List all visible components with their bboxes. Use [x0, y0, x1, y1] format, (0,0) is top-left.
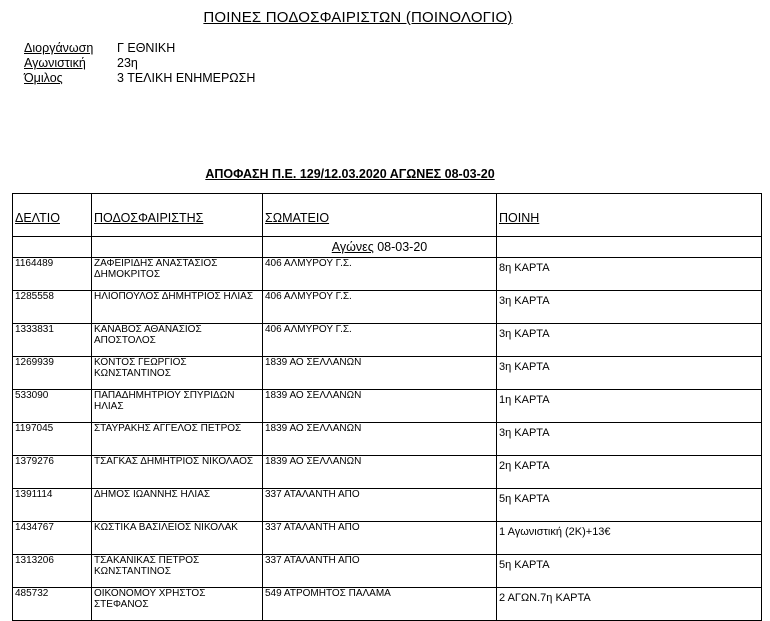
cell-club: 1839 ΑΟ ΣΕΛΛΑΝΩΝ — [263, 456, 497, 489]
cell-deltio: 1164489 — [13, 258, 92, 291]
cell-deltio: 1269939 — [13, 357, 92, 390]
cell-club: 1839 ΑΟ ΣΕΛΛΑΝΩΝ — [263, 357, 497, 390]
cell-club: 1839 ΑΟ ΣΕΛΛΑΝΩΝ — [263, 390, 497, 423]
group-label-text: Αγώνες — [331, 240, 374, 254]
penalties-table — [12, 193, 762, 621]
cell-player: ΤΣΑΚΑΝΙΚΑΣ ΠΕΤΡΟΣ ΚΩΝΣΤΑΝΤΙΝΟΣ — [92, 555, 263, 588]
group-empty-cell — [13, 237, 92, 258]
table-row — [13, 456, 762, 489]
group-date: 08-03-20 — [377, 240, 428, 254]
cell-penalty: 1 Αγωνιστική (2Κ)+13€ — [497, 522, 762, 555]
group-row — [13, 237, 762, 258]
header-player: ΠΟΔΟΣΦΑΙΡΙΣΤΗΣ — [92, 194, 263, 237]
table-header-row — [13, 194, 762, 237]
cell-club: 337 ΑΤΑΛΑΝΤΗ ΑΠΟ — [263, 522, 497, 555]
cell-penalty: 2 ΑΓΩΝ.7η ΚΑΡΤΑ — [497, 588, 762, 621]
cell-deltio: 1285558 — [13, 291, 92, 324]
cell-club: 406 ΑΛΜΥΡΟΥ Γ.Σ. — [263, 324, 497, 357]
table-row — [13, 588, 762, 621]
cell-club: 1839 ΑΟ ΣΕΛΛΑΝΩΝ — [263, 423, 497, 456]
table-row — [13, 291, 762, 324]
meta-label: Αγωνιστική — [24, 56, 86, 70]
cell-deltio: 485732 — [13, 588, 92, 621]
cell-player: ΠΑΠΑΔΗΜΗΤΡΙΟΥ ΣΠΥΡΙΔΩΝ ΗΛΙΑΣ — [92, 390, 263, 423]
cell-club: 406 ΑΛΜΥΡΟΥ Γ.Σ. — [263, 258, 497, 291]
cell-player: ΟΙΚΟΝΟΜΟΥ ΧΡΗΣΤΟΣ ΣΤΕΦΑΝΟΣ — [92, 588, 263, 621]
table-row — [13, 258, 762, 291]
cell-penalty: 8η ΚΑΡΤΑ — [497, 258, 762, 291]
table-row — [13, 390, 762, 423]
meta-block — [24, 41, 255, 86]
decision-heading: ΑΠΟΦΑΣΗ Π.Ε. 129/12.03.2020 ΑΓΩΝΕΣ 08-03-20 — [205, 167, 495, 181]
meta-row-group — [24, 71, 255, 86]
cell-penalty: 3η ΚΑΡΤΑ — [497, 324, 762, 357]
table-row — [13, 489, 762, 522]
cell-deltio: 1379276 — [13, 456, 92, 489]
cell-penalty: 5η ΚΑΡΤΑ — [497, 489, 762, 522]
table-row — [13, 423, 762, 456]
meta-value: 3 ΤΕΛΙΚΗ ΕΝΗΜΕΡΩΣΗ — [117, 71, 256, 85]
cell-player: ΤΣΑΓΚΑΣ ΔΗΜΗΤΡΙΟΣ ΝΙΚΟΛΑΟΣ — [92, 456, 263, 489]
cell-player: ΚΩΣΤΙΚΑ ΒΑΣΙΛΕΙΟΣ ΝΙΚΟΛΑΚ — [92, 522, 263, 555]
group-empty-cell — [497, 237, 762, 258]
header-deltio: ΔΕΛΤΙΟ — [13, 194, 92, 237]
header-club: ΣΩΜΑΤΕΙΟ — [263, 194, 497, 237]
table-row — [13, 324, 762, 357]
cell-deltio: 1391114 — [13, 489, 92, 522]
group-label — [263, 237, 497, 258]
cell-player: ΖΑΦΕΙΡΙΔΗΣ ΑΝΑΣΤΑΣΙΟΣ ΔΗΜΟΚΡΙΤΟΣ — [92, 258, 263, 291]
cell-deltio: 1313206 — [13, 555, 92, 588]
cell-club: 337 ΑΤΑΛΑΝΤΗ ΑΠΟ — [263, 555, 497, 588]
cell-penalty: 3η ΚΑΡΤΑ — [497, 357, 762, 390]
meta-value: Γ ΕΘΝΙΚΗ — [117, 41, 176, 55]
meta-value: 23η — [117, 56, 138, 70]
cell-player: ΚΑΝΑΒΟΣ ΑΘΑΝΑΣΙΟΣ ΑΠΟΣΤΟΛΟΣ — [92, 324, 263, 357]
cell-player: ΔΗΜΟΣ ΙΩΑΝΝΗΣ ΗΛΙΑΣ — [92, 489, 263, 522]
table-row — [13, 522, 762, 555]
cell-penalty: 3η ΚΑΡΤΑ — [497, 423, 762, 456]
meta-label: Διοργάνωση — [24, 41, 94, 55]
table-row — [13, 555, 762, 588]
cell-penalty: 1η ΚΑΡΤΑ — [497, 390, 762, 423]
meta-row-competition — [24, 41, 255, 56]
group-empty-cell — [92, 237, 263, 258]
meta-row-matchday — [24, 56, 255, 71]
meta-label: Όμιλος — [24, 71, 63, 85]
cell-deltio: 1434767 — [13, 522, 92, 555]
cell-club: 406 ΑΛΜΥΡΟΥ Γ.Σ. — [263, 291, 497, 324]
cell-deltio: 533090 — [13, 390, 92, 423]
header-penalty: ΠΟΙΝΗ — [497, 194, 762, 237]
cell-penalty: 2η ΚΑΡΤΑ — [497, 456, 762, 489]
cell-player: ΗΛΙΟΠΟΥΛΟΣ ΔΗΜΗΤΡΙΟΣ ΗΛΙΑΣ — [92, 291, 263, 324]
cell-deltio: 1197045 — [13, 423, 92, 456]
table-row — [13, 357, 762, 390]
cell-penalty: 5η ΚΑΡΤΑ — [497, 555, 762, 588]
cell-penalty: 3η ΚΑΡΤΑ — [497, 291, 762, 324]
cell-club: 337 ΑΤΑΛΑΝΤΗ ΑΠΟ — [263, 489, 497, 522]
cell-deltio: 1333831 — [13, 324, 92, 357]
cell-club: 549 ΑΤΡΟΜΗΤΟΣ ΠΑΛΑΜΑ — [263, 588, 497, 621]
cell-player: ΣΤΑΥΡΑΚΗΣ ΑΓΓΕΛΟΣ ΠΕΤΡΟΣ — [92, 423, 263, 456]
cell-player: ΚΟΝΤΟΣ ΓΕΩΡΓΙΟΣ ΚΩΝΣΤΑΝΤΙΝΟΣ — [92, 357, 263, 390]
document-title: ΠΟΙΝΕΣ ΠΟΔΟΣΦΑΙΡΙΣΤΩΝ (ΠΟΙΝΟΛΟΓΙΟ) — [203, 9, 513, 26]
